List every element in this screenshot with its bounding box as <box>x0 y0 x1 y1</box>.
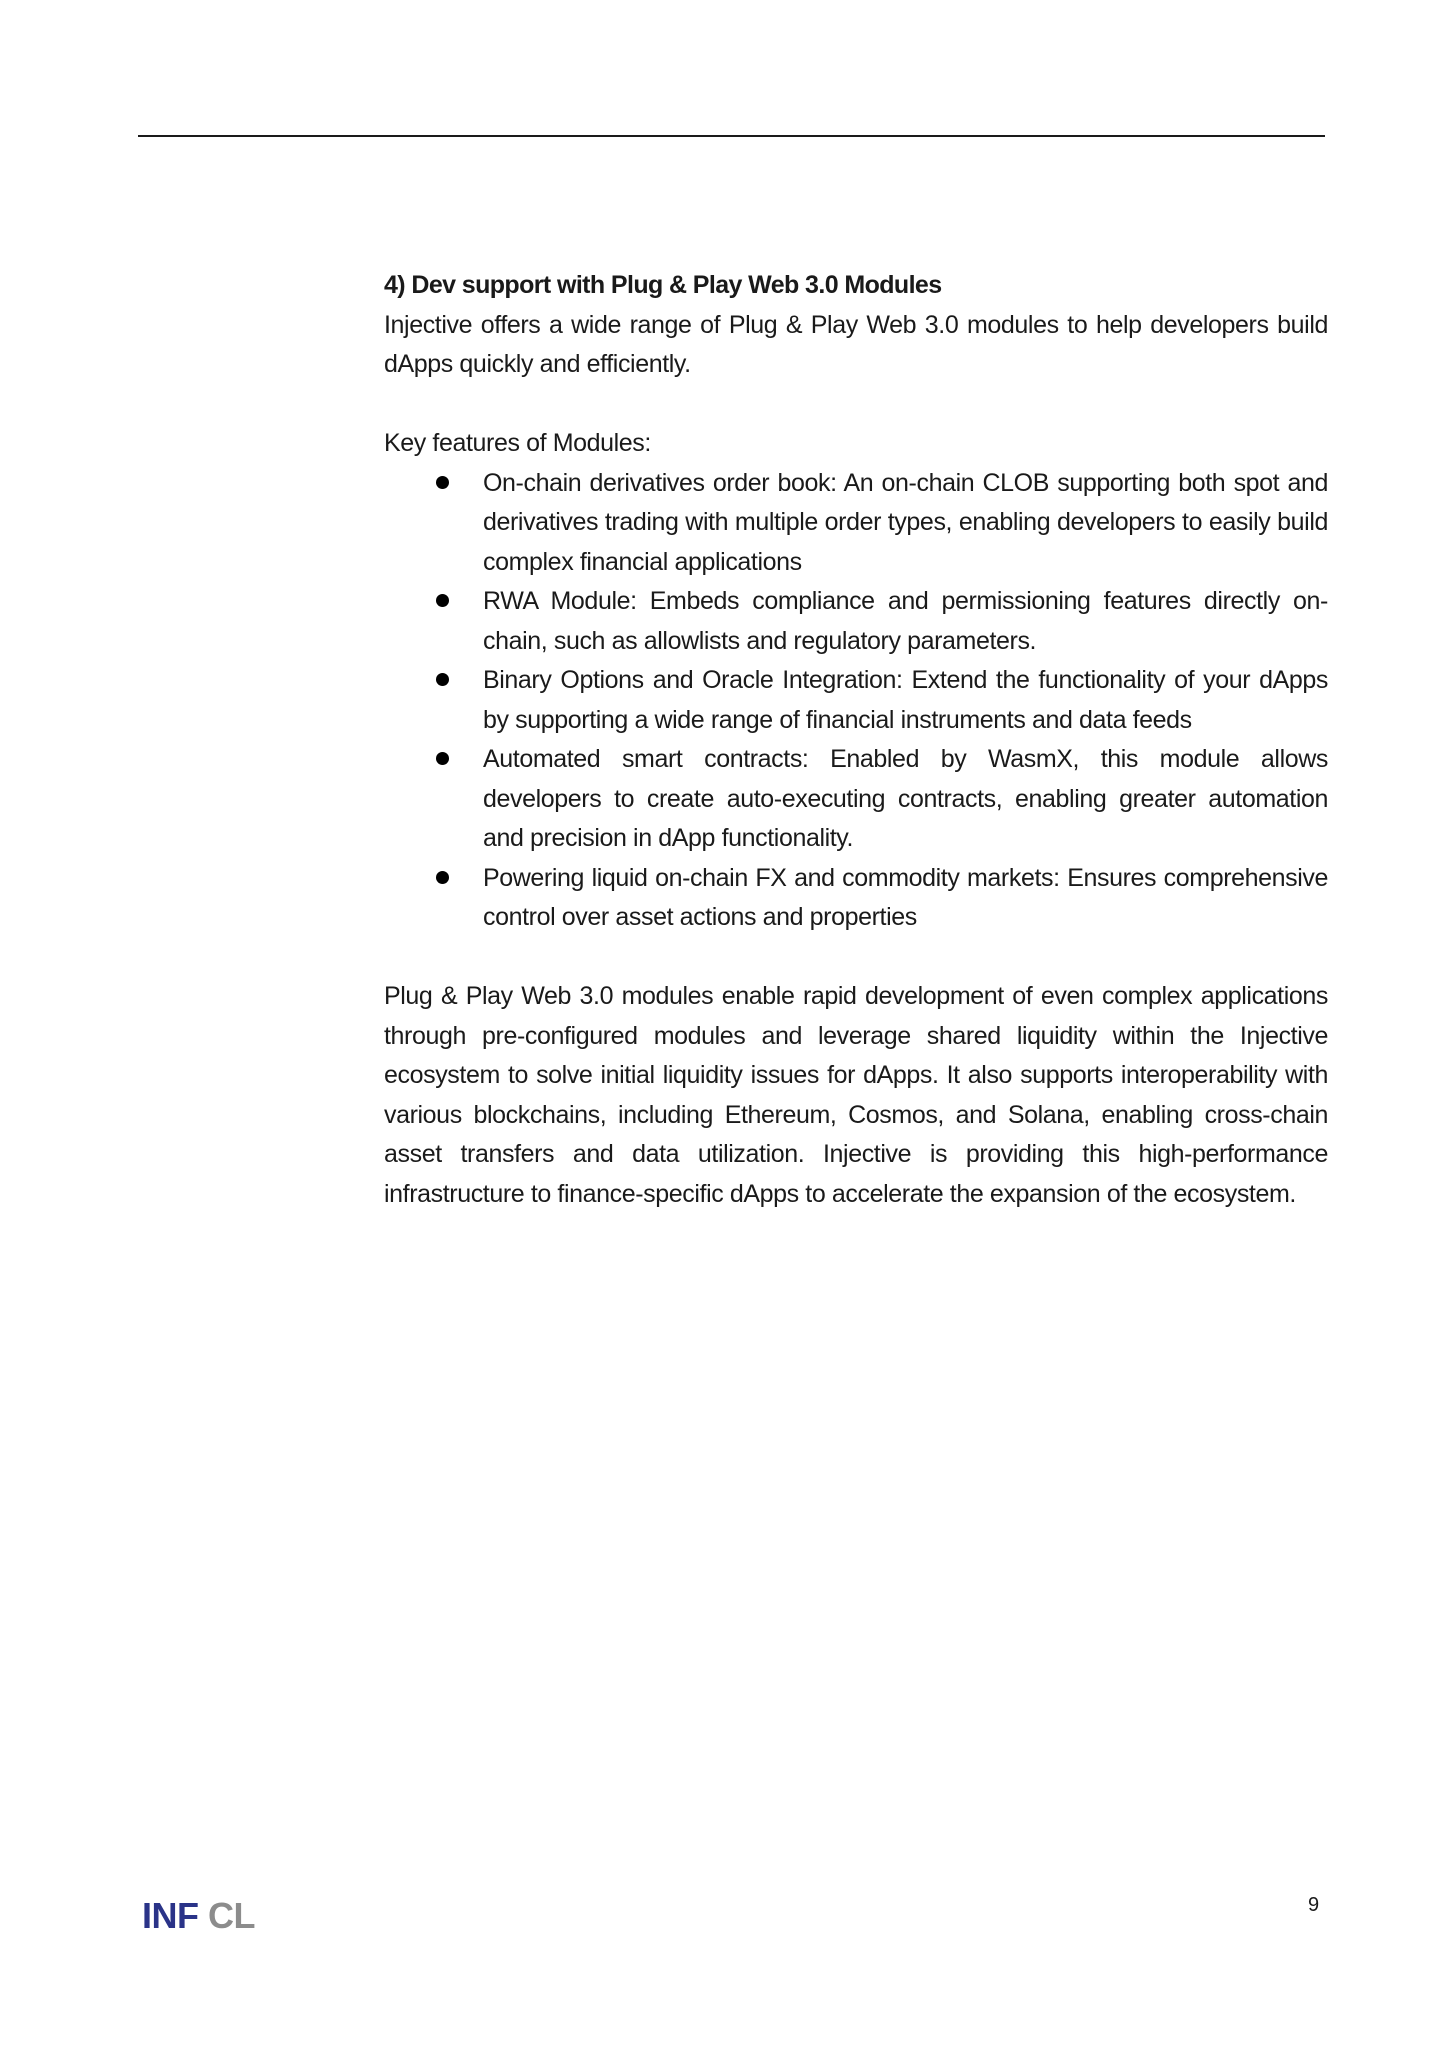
list-item <box>384 661 1328 740</box>
logo-text-cl: CL <box>208 1895 256 1936</box>
list-item <box>384 740 1328 859</box>
page-number: 9 <box>1308 1894 1320 1916</box>
bullet-icon <box>436 673 449 686</box>
list-item-text: Binary Options and Oracle Integration: Extend the functionality of your dApps by supporting a wide range of financial instruments and data feeds <box>483 666 1328 734</box>
header-divider <box>138 135 1325 137</box>
list-item-text: RWA Module: Embeds compliance and permissioning features directly on-chain, such as allowlists and regulatory parameters. <box>483 587 1328 655</box>
infcl-logo <box>142 1896 255 1936</box>
bullet-icon <box>436 476 449 489</box>
section-title: 4) Dev support with Plug & Play Web 3.0 Modules <box>384 271 942 299</box>
list-item <box>384 464 1328 583</box>
list-item <box>384 582 1328 661</box>
list-item <box>384 859 1328 938</box>
paragraph-spacer <box>384 938 1328 978</box>
intro-paragraph: Injective offers a wide range of Plug & Play Web 3.0 modules to help developers build dApps quickly and efficiently. <box>384 310 1328 378</box>
closing-paragraph: Plug & Play Web 3.0 modules enable rapid development of even complex applications through pre-configured modules and leverage shared liquidity within the Injective ecosystem to solve initial liquidity issues for dApps. It also supports interoperability with various blockchains, including Ethereum, Cosmos, and Solana, enabling cross-chain asset transfers and data utilization. Injective is providing this high-performance infrastructure to finance-specific dApps to accelerate the expansion of the ecosystem. <box>384 982 1328 1208</box>
feature-list <box>384 464 1328 938</box>
list-item-text: Powering liquid on-chain FX and commodity markets: Ensures comprehensive control over asset actions and properties <box>483 863 1328 931</box>
paragraph-spacer <box>384 385 1328 425</box>
logo-text-inf: INF <box>142 1895 199 1936</box>
list-item-text: Automated smart contracts: Enabled by WasmX, this module allows developers to create auto-executing contracts, enabling greater automation and precision in dApp functionality. <box>483 745 1328 852</box>
features-heading: Key features of Modules: <box>384 429 651 457</box>
bullet-icon <box>436 871 449 884</box>
bullet-icon <box>436 594 449 607</box>
list-item-text: On-chain derivatives order book: An on-chain CLOB supporting both spot and derivatives trading with multiple order types, enabling developers to easily build complex financial applications <box>483 468 1328 576</box>
page-content <box>384 266 1328 1214</box>
bullet-icon <box>436 752 449 765</box>
